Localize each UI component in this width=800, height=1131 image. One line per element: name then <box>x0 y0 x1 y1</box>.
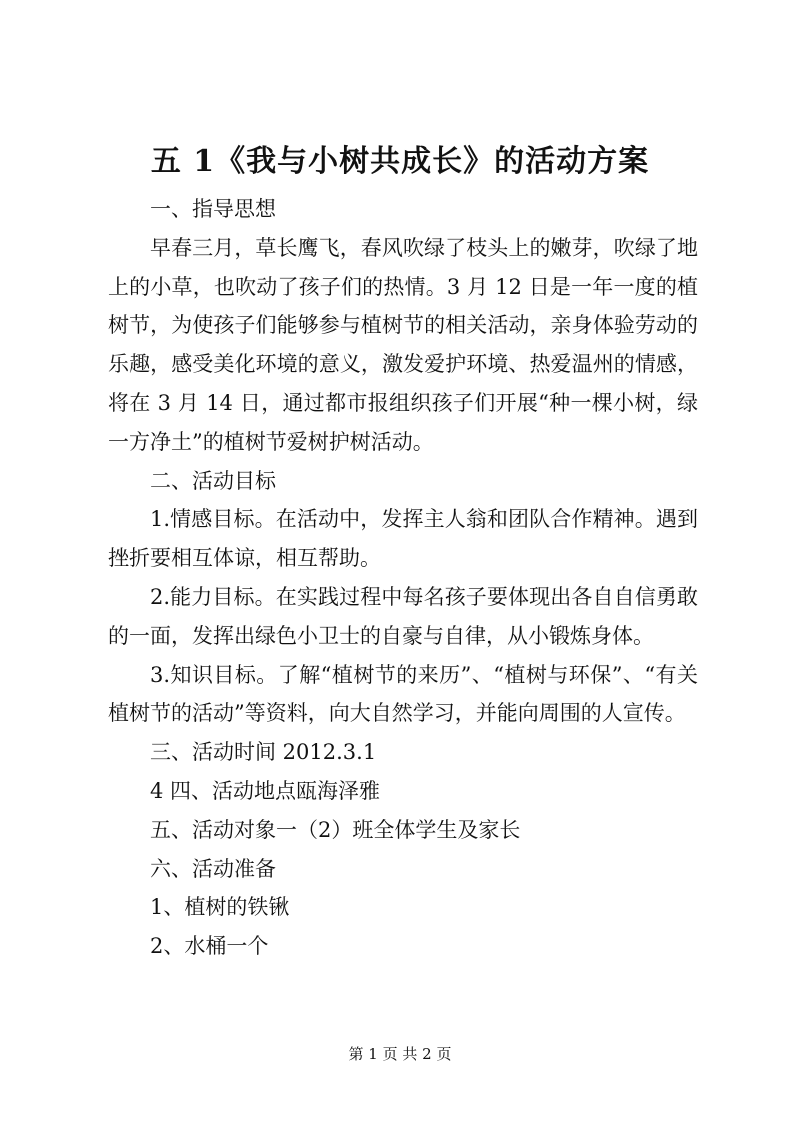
list-item-shovel: 1、植树的铁锹 <box>150 895 290 920</box>
paragraph-guiding-thought: 早春三月，草长鹰飞，春风吹绿了枝头上的嫩芽，吹绿了地上的小草，也吹动了孩子们的热情。3 月 12 日是一年一度的植树节，为使孩子们能够参与植树节的相关活动，亲身体验劳动的乐趣，感受美化环境的意义，激发爱护环境、热爱温州的情感，将在 3 月 14 日，通过都市报组织孩子们开展“种一棵小树，绿一方净土”的植树节爱树护树活动。 <box>108 235 698 454</box>
paragraph-goal-ability: 2.能力目标。在实践过程中每名孩子要体现出各自自信勇敢的一面，发挥出绿色小卫士的自豪与自律，从小锻炼身体。 <box>108 584 698 648</box>
heading-activity-preparation: 六、活动准备 <box>150 856 276 881</box>
list-item-bucket: 2、水桶一个 <box>150 934 269 959</box>
paragraph-goal-emotion: 1.情感目标。在活动中，发挥主人翁和团队合作精神。遇到挫折要相互体谅，相互帮助。 <box>108 507 698 571</box>
page-footer: 第 1 页 共 2 页 <box>348 1045 452 1063</box>
document-body <box>108 190 698 966</box>
document-title: 五 1《我与小树共成长》的活动方案 <box>150 144 650 179</box>
heading-activity-participants: 五、活动对象一（2）班全体学生及家长 <box>150 817 521 842</box>
paragraph-goal-knowledge: 3.知识目标。了解“植树节的来历”、“植树与环保”、“有关植树节的活动”等资料，向大自然学习，并能向周围的人宣传。 <box>108 662 698 726</box>
heading-activity-goals: 二、活动目标 <box>150 468 276 493</box>
heading-activity-location: 4 四、活动地点瓯海泽雅 <box>150 778 381 803</box>
heading-guiding-thought: 一、指导思想 <box>150 197 276 221</box>
heading-activity-time: 三、活动时间 2012.3.1 <box>150 740 377 765</box>
